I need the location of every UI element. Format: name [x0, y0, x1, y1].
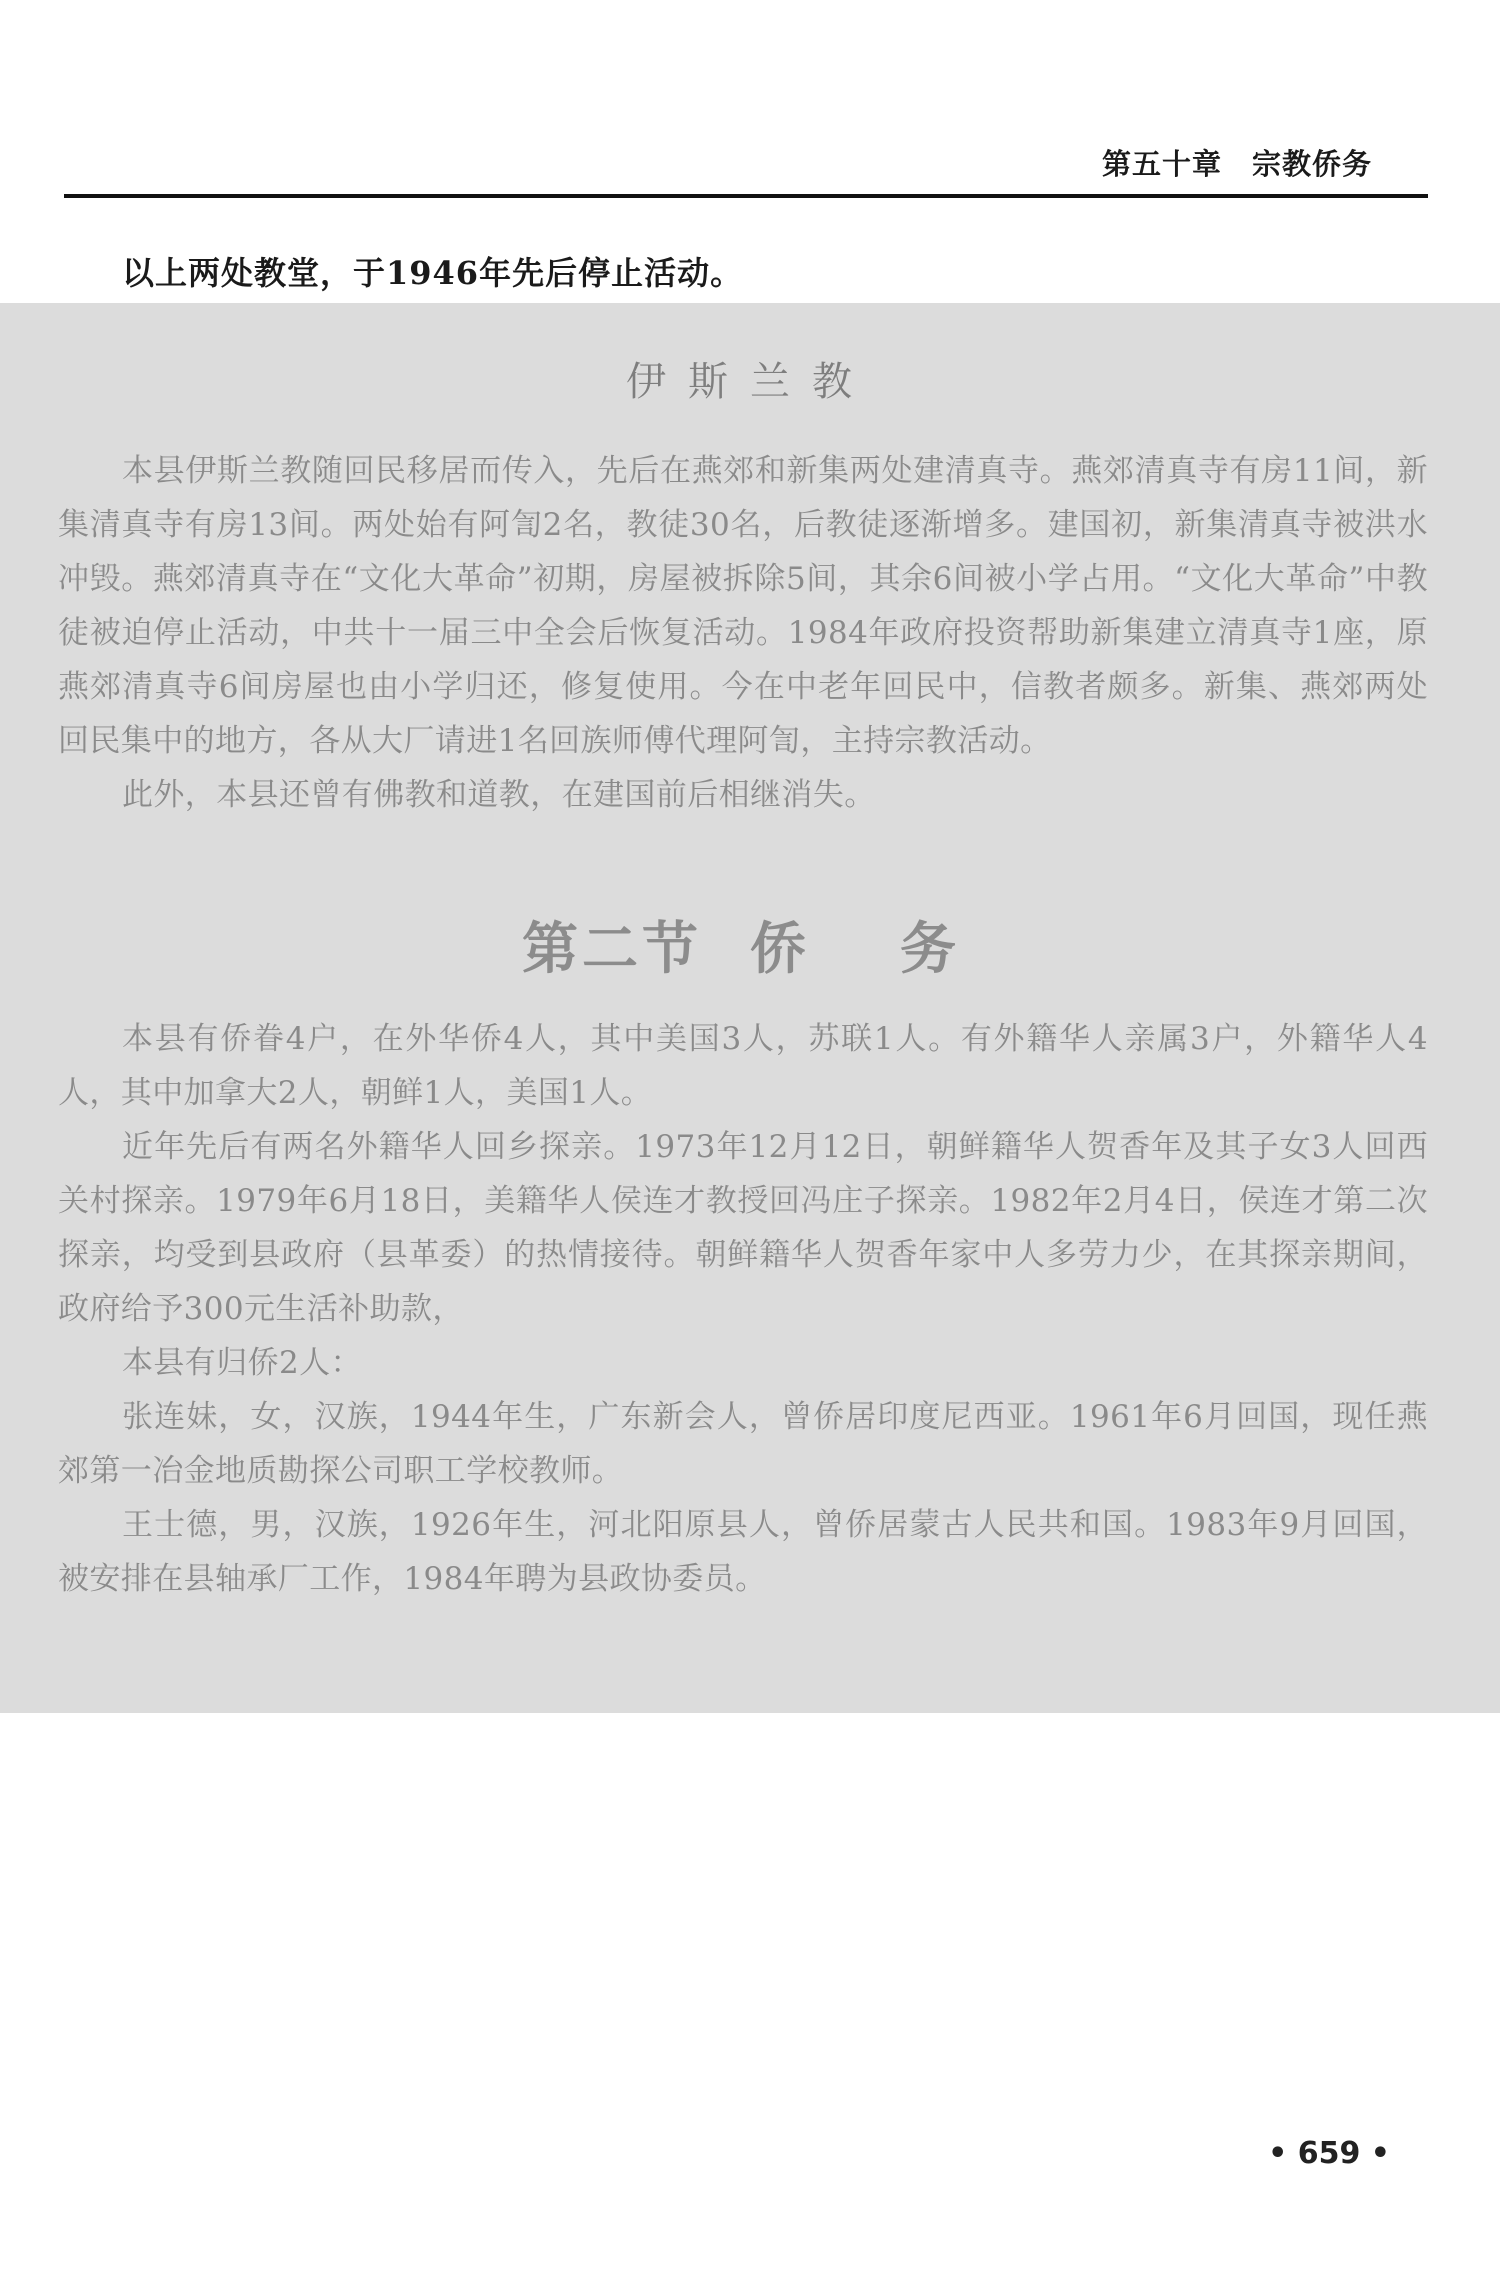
paragraph: 王士德，男，汉族，1926年生，河北阳原县人，曾侨居蒙古人民共和国。1983年9月回国，被安排在县轴承厂工作，1984年聘为县政协委员。 [58, 1507, 1428, 1597]
paragraph: 本县有侨眷4户，在外华侨4人，其中美国3人，苏联1人。有外籍华人亲属3户，外籍华人4人，其中加拿大2人，朝鲜1人，美国1人。 [58, 1021, 1428, 1111]
paragraph: 此外，本县还曾有佛教和道教，在建国前后相继消失。 [122, 777, 876, 813]
qiaowu-body [58, 1012, 1428, 1606]
paragraph: 张连妹，女，汉族，1944年生，广东新会人，曾侨居印度尼西亚。1961年6月回国，现任燕郊第一冶金地质勘探公司职工学校教师。 [58, 1399, 1428, 1489]
header-rule [64, 194, 1428, 198]
paragraph: 本县有归侨2人： [122, 1345, 362, 1381]
section-heading-islam: 伊斯兰教 [626, 359, 874, 405]
heading-part: 侨 [750, 916, 810, 982]
page-number: • 659 • [1268, 2136, 1390, 2171]
carryover-line: 以上两处教堂，于1946年先后停止活动。 [122, 254, 744, 292]
subsection-heading-qiaowu [522, 905, 960, 985]
islam-body [58, 444, 1428, 822]
chapter-header: 第五十章 宗教侨务 [1101, 147, 1372, 181]
heading-part: 第二节 [522, 916, 702, 982]
paragraph: 本县伊斯兰教随回民移居而传入，先后在燕郊和新集两处建清真寺。燕郊清真寺有房11间，新集清真寺有房13间。两处始有阿訇2名，教徒30名，后教徒逐渐增多。建国初，新集清真寺被洪水冲毁。燕郊清真寺在“文化大革命”初期，房屋被拆除5间，其余6间被小学占用。“文化大革命”中教徒被迫停止活动，中共十一届三中全会后恢复活动。1984年政府投资帮助新集建立清真寺1座，原燕郊清真寺6间房屋也由小学归还，修复使用。今在中老年回民中，信教者颇多。新集、燕郊两处回民集中的地方，各从大厂请进1名回族师傅代理阿訇，主持宗教活动。 [58, 453, 1428, 759]
paragraph: 近年先后有两名外籍华人回乡探亲。1973年12月12日，朝鲜籍华人贺香年及其子女3人回西关村探亲。1979年6月18日，美籍华人侯连才教授回冯庄子探亲。1982年2月4日，侯连才第二次探亲，均受到县政府（县革委）的热情接待。朝鲜籍华人贺香年家中人多劳力少，在其探亲期间，政府给予300元生活补助款， [58, 1129, 1428, 1327]
heading-part: 务 [900, 916, 960, 982]
